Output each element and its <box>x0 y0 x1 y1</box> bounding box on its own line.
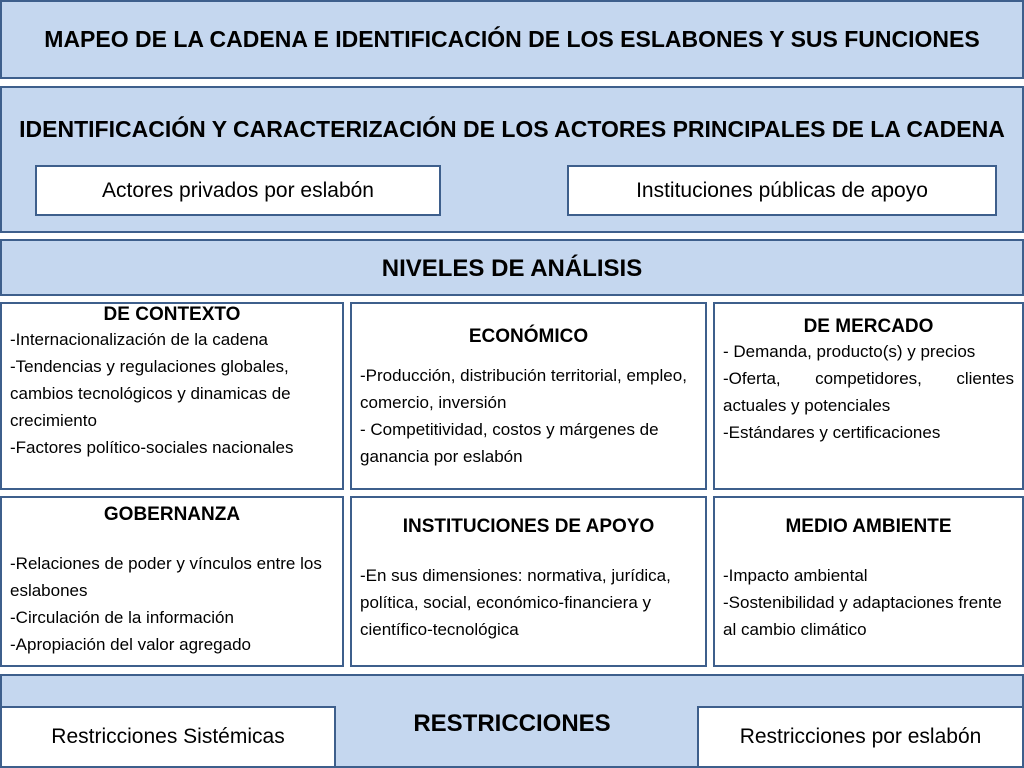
private-actors-box: Actores privados por eslabón <box>35 165 441 216</box>
header-band <box>0 0 1024 79</box>
levels-band <box>0 239 1024 296</box>
panel-medio-ambiente <box>713 496 1024 667</box>
panel-de-contexto <box>0 302 344 490</box>
panel-line: -Relaciones de poder y vínculos entre los eslabones <box>10 554 322 600</box>
panel-line: -Estándares y certificaciones <box>723 423 941 442</box>
panel-line: -Internacionalización de la cadena <box>10 330 269 349</box>
panel-line: -Sostenibilidad y adaptaciones frente al cambio climático <box>723 593 1002 639</box>
panel-economico <box>350 302 707 490</box>
panel-de-mercado <box>713 302 1024 490</box>
panel-line: -En sus dimensiones: normativa, jurídica, política, social, económico-financiera y científico-tecnológica <box>360 566 671 639</box>
panel-line: -Tendencias y regulaciones globales, cambios tecnológicos y dinamicas de crecimiento <box>10 357 291 430</box>
link-restrictions-box: Restricciones por eslabón <box>697 706 1024 768</box>
panel-title: MEDIO AMBIENTE <box>785 516 952 537</box>
actors-title: IDENTIFICACIÓN Y CARACTERIZACIÓN DE LOS ACTORES PRINCIPALES DE LA CADENA <box>19 116 1005 142</box>
panel-line: -Oferta, competidores, clientes actuales y potenciales <box>723 369 1014 415</box>
restrictions-title: RESTRICCIONES <box>413 710 611 737</box>
page-title: MAPEO DE LA CADENA E IDENTIFICACIÓN DE LOS ESLABONES Y SUS FUNCIONES <box>44 26 980 52</box>
panel-instituciones-de-apoyo <box>350 496 707 667</box>
levels-title: NIVELES DE ANÁLISIS <box>381 255 643 282</box>
panel-line: - Competitividad, costos y márgenes de ganancia por eslabón <box>360 420 659 466</box>
panel-line: -Circulación de la información <box>10 608 234 627</box>
panel-title: INSTITUCIONES DE APOYO <box>402 516 655 537</box>
panel-line: -Apropiación del valor agregado <box>10 635 251 654</box>
public-institutions-box: Instituciones públicas de apoyo <box>567 165 997 216</box>
panel-line: -Producción, distribución territorial, empleo, comercio, inversión <box>360 366 687 412</box>
panel-title: ECONÓMICO <box>468 326 589 347</box>
panel-title: DE MERCADO <box>803 316 934 337</box>
panel-line: - Demanda, producto(s) y precios <box>723 342 976 361</box>
panel-gobernanza <box>0 496 344 667</box>
panel-line: -Impacto ambiental <box>723 566 868 585</box>
panel-line: -Factores político-sociales nacionales <box>10 438 294 457</box>
panel-title: DE CONTEXTO <box>103 304 241 325</box>
systemic-restrictions-box: Restricciones Sistémicas <box>0 706 336 768</box>
panel-title: GOBERNANZA <box>103 504 241 525</box>
